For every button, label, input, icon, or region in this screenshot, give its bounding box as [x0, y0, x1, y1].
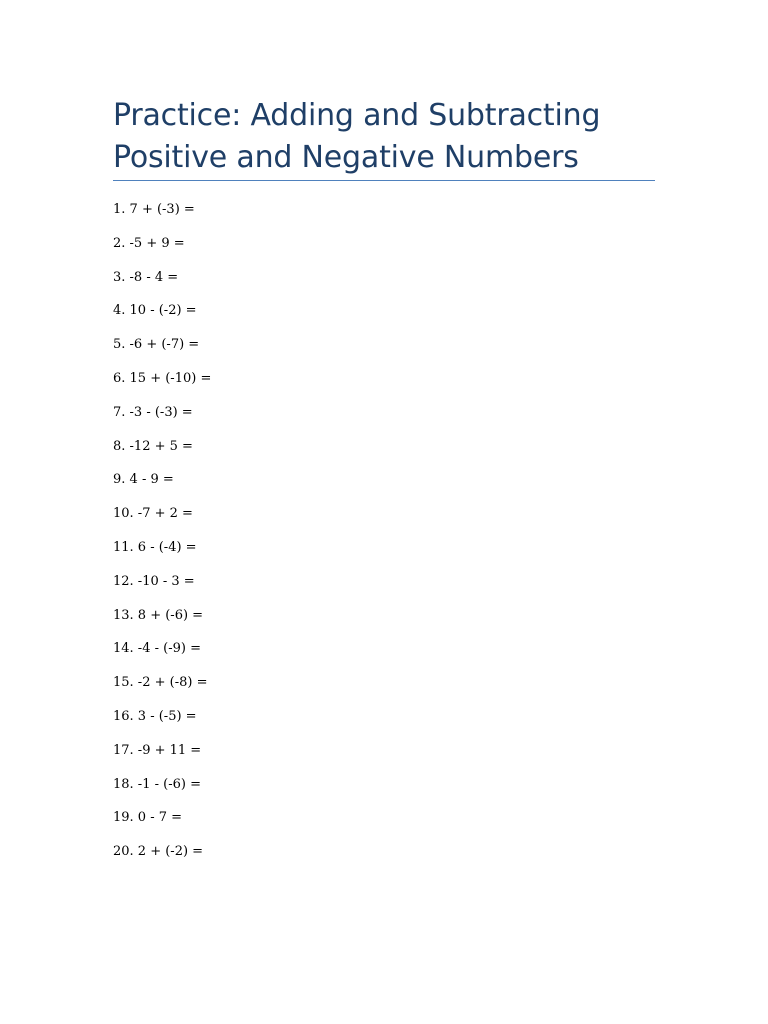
page-title	[113, 95, 673, 179]
problem-item-18: 18. -1 - (-6) =	[113, 776, 201, 792]
problem-item-7: 7. -3 - (-3) =	[113, 404, 193, 420]
problem-item-1: 1. 7 + (-3) =	[113, 202, 195, 217]
problem-item-12: 12. -10 - 3 =	[113, 573, 195, 589]
problem-item-6: 6. 15 + (-10) =	[113, 370, 212, 386]
title-underline	[113, 180, 655, 181]
problem-item-8: 8. -12 + 5 =	[113, 438, 193, 454]
problem-item-10: 10. -7 + 2 =	[113, 506, 193, 522]
problem-list	[113, 198, 211, 874]
problem-item-4: 4. 10 - (-2) =	[113, 303, 197, 319]
problem-item-3: 3. -8 - 4 =	[113, 269, 179, 285]
problem-item-2: 2. -5 + 9 =	[113, 235, 185, 251]
problem-item-15: 15. -2 + (-8) =	[113, 675, 208, 691]
problem-item-13: 13. 8 + (-6) =	[113, 607, 204, 623]
problem-item-14: 14. -4 - (-9) =	[113, 641, 201, 657]
problem-item-16: 16. 3 - (-5) =	[113, 708, 197, 724]
problem-item-20: 20. 2 + (-2) =	[113, 844, 204, 860]
problem-item-17: 17. -9 + 11 =	[113, 742, 202, 758]
page-title-line-1: Practice: Adding and Subtracting	[113, 98, 601, 133]
problem-item-11: 11. 6 - (-4) =	[113, 539, 197, 555]
problem-item-5: 5. -6 + (-7) =	[113, 337, 200, 353]
problem-item-19: 19. 0 - 7 =	[113, 810, 183, 826]
problem-item-9: 9. 4 - 9 =	[113, 472, 174, 488]
page-title-line-2: Positive and Negative Numbers	[113, 140, 579, 175]
